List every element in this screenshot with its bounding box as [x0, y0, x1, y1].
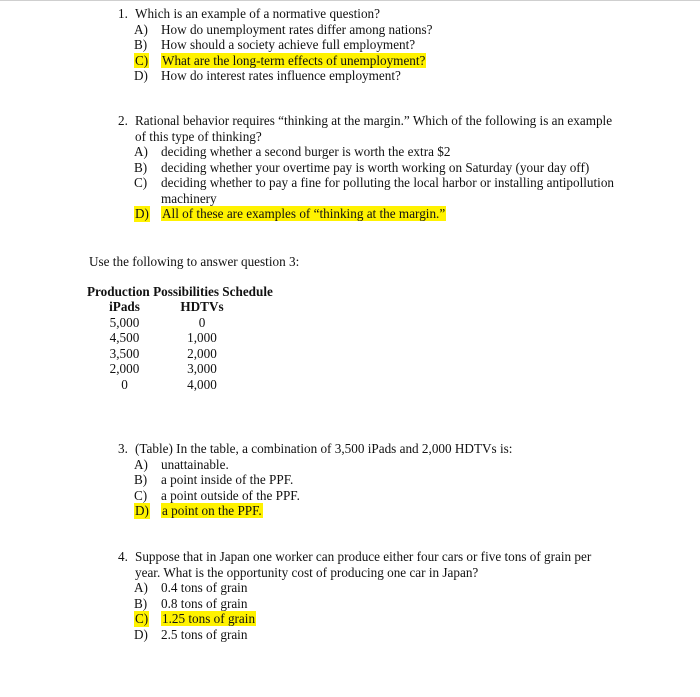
option-text: How do unemployment rates differ among nations? [161, 21, 433, 37]
option-letter: B) [134, 37, 148, 52]
table-header-row [102, 299, 237, 315]
cell-ipads: 2,000 [109, 361, 140, 376]
option-b[interactable] [118, 160, 618, 176]
option-a[interactable] [118, 580, 618, 596]
option-letter: A) [134, 144, 148, 159]
cell-ipads: 4,500 [109, 330, 140, 345]
option-letter: C) [134, 175, 148, 190]
cell-hdtvs: 3,000 [187, 361, 217, 376]
ppf-table [102, 299, 237, 392]
option-letter: C) [135, 52, 149, 68]
option-c-highlighted[interactable] [118, 53, 618, 69]
question-number: 3. [118, 441, 128, 456]
option-letter: A) [134, 580, 148, 595]
option-text: All of these are examples of “thinking at the margin.” [162, 206, 446, 221]
option-letter: C) [134, 487, 148, 503]
option-text: deciding whether a second burger is worth the extra $2 [161, 144, 451, 159]
header-hdtvs: HDTVs [180, 299, 224, 314]
table-row [102, 315, 237, 331]
options-list [118, 144, 618, 222]
option-letter: B) [134, 595, 148, 611]
production-possibilities-schedule [87, 284, 273, 392]
option-b[interactable] [118, 37, 618, 53]
cell-ipads: 0 [121, 376, 128, 392]
question-number: 4. [118, 549, 128, 564]
question-stem [118, 6, 618, 22]
option-text: 1.25 tons of grain [162, 611, 256, 626]
option-a[interactable] [118, 22, 618, 38]
option-text: 2.5 tons of grain [161, 626, 248, 642]
option-text: a point on the PPF. [162, 503, 262, 518]
option-text: deciding whether to pay a fine for polluting the local harbor or installing antipollution machinery [161, 175, 615, 206]
cell-ipads: 5,000 [109, 314, 140, 330]
question-stem [118, 549, 618, 580]
option-letter: B) [134, 159, 148, 175]
table-row [102, 346, 237, 362]
option-text: How should a society achieve full employment? [161, 37, 416, 52]
option-letter: D) [135, 206, 149, 221]
option-text: a point inside of the PPF. [161, 472, 294, 487]
table-row [102, 330, 237, 346]
option-c-highlighted[interactable] [118, 611, 618, 627]
top-border [0, 0, 700, 1]
question-text: Which is an example of a normative question? [135, 6, 380, 21]
option-text: a point outside of the PPF. [161, 487, 300, 503]
question-number: 2. [118, 113, 128, 128]
question-stem [118, 113, 618, 144]
option-b[interactable] [118, 596, 618, 612]
question-text: Suppose that in Japan one worker can produce either four cars or five tons of grain per year. What is the opportunity cost of producing one car in Japan? [135, 549, 592, 580]
option-letter: B) [134, 472, 148, 487]
question-text: (Table) In the table, a combination of 3,500 iPads and 2,000 HDTVs is: [135, 441, 513, 456]
option-letter: D) [135, 503, 149, 518]
option-letter: D) [134, 68, 148, 83]
option-d-highlighted[interactable] [118, 503, 618, 519]
option-d-highlighted[interactable] [118, 206, 618, 222]
table-row [102, 361, 237, 377]
option-a[interactable] [118, 144, 618, 160]
option-a[interactable] [118, 457, 618, 473]
question-1 [118, 6, 618, 84]
option-d[interactable] [118, 68, 618, 84]
option-b[interactable] [118, 472, 618, 488]
option-c[interactable] [118, 488, 618, 504]
option-letter: D) [134, 626, 148, 642]
option-letter: A) [134, 21, 148, 37]
option-text: How do interest rates influence employment? [161, 68, 401, 83]
cell-hdtvs: 2,000 [187, 345, 217, 361]
option-letter: A) [134, 456, 148, 472]
option-c[interactable] [118, 175, 618, 206]
options-list [118, 457, 618, 519]
options-list [118, 22, 618, 84]
cell-hdtvs: 0 [198, 314, 206, 330]
question-number: 1. [118, 6, 128, 21]
options-list [118, 580, 618, 642]
cell-ipads: 3,500 [109, 345, 140, 361]
question-3 [118, 441, 618, 519]
cell-hdtvs: 1,000 [187, 330, 217, 345]
table-title: Production Possibilities Schedule [87, 284, 273, 299]
question-4 [118, 549, 618, 642]
question-stem [118, 441, 618, 457]
option-d[interactable] [118, 627, 618, 643]
option-text: 0.8 tons of grain [161, 595, 248, 611]
question-text: Rational behavior requires “thinking at the margin.” Which of the following is an example of this type of thinking? [135, 113, 613, 144]
option-text: What are the long-term effects of unemployment? [162, 52, 426, 68]
table-instruction: Use the following to answer question 3: [89, 254, 300, 269]
cell-hdtvs: 4,000 [187, 376, 217, 392]
header-ipads: iPads [109, 299, 140, 314]
question-2 [118, 113, 618, 222]
option-text: unattainable. [161, 456, 229, 472]
table-row [102, 377, 237, 393]
option-text: 0.4 tons of grain [161, 580, 248, 595]
option-letter: C) [135, 611, 149, 626]
option-text: deciding whether your overtime pay is worth working on Saturday (your day off) [161, 159, 590, 175]
